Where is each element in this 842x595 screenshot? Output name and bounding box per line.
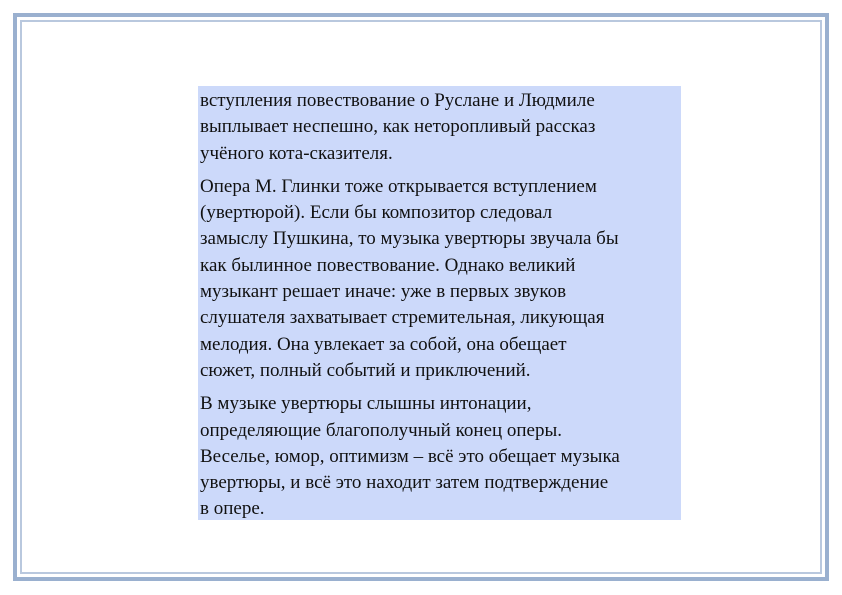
paragraph-1 <box>200 88 679 167</box>
text-box <box>198 86 681 520</box>
text-line: В музыке увертюры слышны интонации, <box>200 393 532 415</box>
text-line: выплывает неспешно, как неторопливый рассказ <box>200 116 596 138</box>
text-line: (увертюрой). Если бы композитор следовал <box>200 202 553 224</box>
text-line: вступления повествование о Руслане и Людмиле <box>200 90 595 111</box>
text-line: сюжет, полный событий и приключений. <box>200 359 531 381</box>
text-line: в опере. <box>200 498 265 520</box>
text-line: мелодия. Она увлекает за собой, она обещает <box>200 333 567 355</box>
text-line: учёного кота-сказителя. <box>200 142 393 164</box>
text-line: замыслу Пушкина, то музыка увертюры звучала бы <box>200 228 619 250</box>
paragraph-3 <box>200 391 679 520</box>
text-line: увертюры, и всё это находит затем подтверждение <box>200 472 609 494</box>
text-line: как былинное повествование. Однако великий <box>200 254 576 276</box>
text-line: Веселье, юмор, оптимизм – всё это обещает музыка <box>200 445 620 467</box>
text-line: Опера М. Глинки тоже открывается вступлением <box>200 175 597 197</box>
paragraph-2 <box>200 174 679 384</box>
text-line: слушателя захватывает стремительная, ликующая <box>200 307 605 329</box>
text-line: определяющие благополучный конец оперы. <box>200 419 562 441</box>
text-line: музыкант решает иначе: уже в первых звуков <box>200 281 567 303</box>
